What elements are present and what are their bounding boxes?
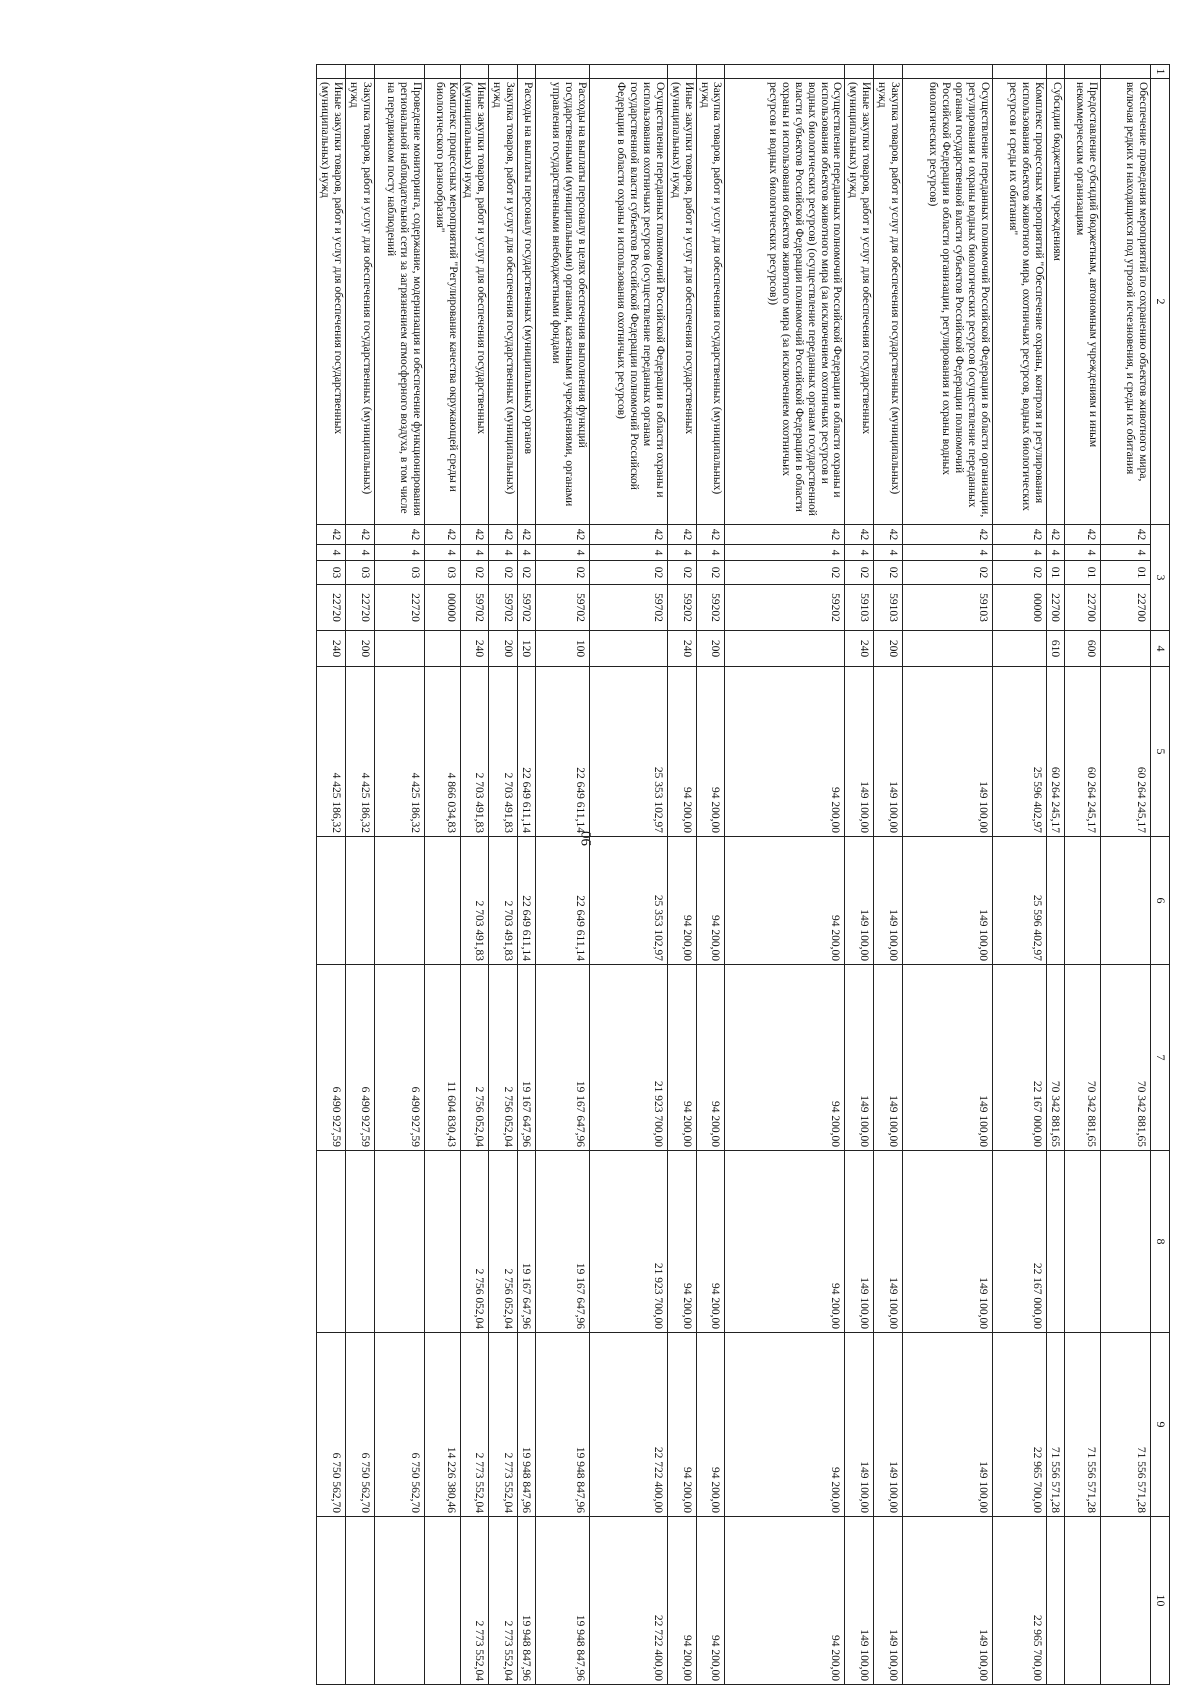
code-direction: 00000 bbox=[424, 585, 460, 631]
code-subprogram: 4 bbox=[1101, 545, 1151, 561]
value-col-8 bbox=[424, 1151, 460, 1333]
value-col-9: 71 556 571,28 bbox=[1101, 1333, 1151, 1517]
row-number-cell bbox=[874, 65, 903, 79]
row-name: Обеспечение проведения мероприятий по сохранению объектов животного мира, включая редких и находящихся под угрозой исчезновения, и среды их обитания bbox=[1101, 79, 1151, 525]
expense-type bbox=[993, 631, 1047, 667]
value-col-6: 22 649 611,14 bbox=[518, 837, 536, 965]
code-direction: 22700 bbox=[1047, 585, 1065, 631]
value-col-5: 25 353 102,97 bbox=[590, 667, 668, 837]
row-number-cell bbox=[1065, 65, 1101, 79]
row-number-cell bbox=[696, 65, 725, 79]
row-number-cell bbox=[317, 65, 346, 79]
expense-type: 240 bbox=[317, 631, 346, 667]
value-col-7: 6 490 927,59 bbox=[374, 965, 424, 1151]
row-name: Расходы на выплаты персоналу в целях обеспечения выполнения функций государственными (муниципальными) органами, казенными учреждениями, органами управления государственными внебюджетными фондами bbox=[536, 79, 590, 525]
expense-type: 240 bbox=[668, 631, 697, 667]
table-row bbox=[668, 65, 697, 1685]
value-col-6: 94 200,00 bbox=[668, 837, 697, 965]
row-name: Субсидии бюджетным учреждениям bbox=[1047, 79, 1065, 525]
value-col-7: 149 100,00 bbox=[845, 965, 874, 1151]
value-col-8: 19 167 647,96 bbox=[536, 1151, 590, 1333]
value-col-8 bbox=[317, 1151, 346, 1333]
code-subprogram: 4 bbox=[903, 545, 993, 561]
code-section: 02 bbox=[590, 561, 668, 585]
row-number-cell bbox=[374, 65, 424, 79]
value-col-7: 70 342 881,65 bbox=[1101, 965, 1151, 1151]
table-row bbox=[518, 65, 536, 1685]
value-col-6: 149 100,00 bbox=[845, 837, 874, 965]
value-col-5: 22 649 611,14 bbox=[518, 667, 536, 837]
expense-type: 120 bbox=[518, 631, 536, 667]
code-subprogram: 4 bbox=[993, 545, 1047, 561]
code-subprogram: 4 bbox=[696, 545, 725, 561]
header-cell: 5 bbox=[1151, 667, 1170, 837]
expense-type: 200 bbox=[696, 631, 725, 667]
code-program: 42 bbox=[1065, 525, 1101, 545]
table-row bbox=[903, 65, 993, 1685]
header-cell: 6 bbox=[1151, 837, 1170, 965]
code-program: 42 bbox=[590, 525, 668, 545]
table-row bbox=[536, 65, 590, 1685]
header-cell: 7 bbox=[1151, 965, 1170, 1151]
row-name: Закупка товаров, работ и услуг для обеспечения государственных (муниципальных) нужд bbox=[696, 79, 725, 525]
header-cell: 4 bbox=[1151, 631, 1170, 667]
value-col-5: 25 596 402,97 bbox=[993, 667, 1047, 837]
row-number-cell bbox=[993, 65, 1047, 79]
table-row bbox=[590, 65, 668, 1685]
expense-type: 240 bbox=[460, 631, 489, 667]
value-col-6: 149 100,00 bbox=[874, 837, 903, 965]
code-direction: 22720 bbox=[374, 585, 424, 631]
row-name: Предоставление субсидий бюджетным, автономным учреждениям и иным некоммерческим организациям bbox=[1065, 79, 1101, 525]
code-section: 02 bbox=[696, 561, 725, 585]
value-col-9: 94 200,00 bbox=[725, 1333, 845, 1517]
row-name: Осуществление переданных полномочий Российской Федерации в области организации, регулирования и охраны водных биологических ресурсов (осуществление переданных органам государственной власти субъектов Российской Федерации полномочий Российской Федерации в области организации, регулирования и охраны водных биологических ресурсов) bbox=[903, 79, 993, 525]
value-col-7: 94 200,00 bbox=[668, 965, 697, 1151]
value-col-6 bbox=[345, 837, 374, 965]
value-col-5: 60 264 245,17 bbox=[1065, 667, 1101, 837]
header-cell: 9 bbox=[1151, 1333, 1170, 1517]
expense-type: 200 bbox=[345, 631, 374, 667]
code-section: 03 bbox=[424, 561, 460, 585]
code-subprogram: 4 bbox=[489, 545, 518, 561]
code-subprogram: 4 bbox=[1065, 545, 1101, 561]
value-col-9: 149 100,00 bbox=[903, 1333, 993, 1517]
value-col-10: 19 948 847,96 bbox=[518, 1517, 536, 1685]
row-name: Закупка товаров, работ и услуг для обеспечения государственных (муниципальных) нужд bbox=[874, 79, 903, 525]
value-col-10: 94 200,00 bbox=[725, 1517, 845, 1685]
value-col-9: 6 750 562,70 bbox=[345, 1333, 374, 1517]
code-direction: 59702 bbox=[590, 585, 668, 631]
value-col-7: 11 604 830,43 bbox=[424, 965, 460, 1151]
expense-type: 200 bbox=[489, 631, 518, 667]
code-direction: 59202 bbox=[696, 585, 725, 631]
table-row bbox=[460, 65, 489, 1685]
value-col-7: 6 490 927,59 bbox=[317, 965, 346, 1151]
row-number-cell bbox=[460, 65, 489, 79]
value-col-8: 2 756 052,04 bbox=[460, 1151, 489, 1333]
code-section: 01 bbox=[1101, 561, 1151, 585]
value-col-8 bbox=[345, 1151, 374, 1333]
value-col-8: 94 200,00 bbox=[725, 1151, 845, 1333]
row-name: Осуществление переданных полномочий Российской Федерации в области охраны и использования охотничьих ресурсов (осуществление переданных органам государственной власти субъектов Российской Федерации полномочий Российской Федерации в области охраны и использования охотничьих ресурсов) bbox=[590, 79, 668, 525]
code-direction: 22700 bbox=[1065, 585, 1101, 631]
code-program: 42 bbox=[668, 525, 697, 545]
value-col-9: 71 556 571,28 bbox=[1047, 1333, 1065, 1517]
row-name: Иные закупки товаров, работ и услуг для обеспечения государственных (муниципальных) нужд bbox=[317, 79, 346, 525]
value-col-10: 94 200,00 bbox=[696, 1517, 725, 1685]
value-col-5: 22 649 611,14 bbox=[536, 667, 590, 837]
value-col-6: 25 353 102,97 bbox=[590, 837, 668, 965]
code-direction: 59702 bbox=[536, 585, 590, 631]
value-col-9: 94 200,00 bbox=[696, 1333, 725, 1517]
value-col-10 bbox=[424, 1517, 460, 1685]
table-row bbox=[317, 65, 346, 1685]
value-col-5: 4 425 186,32 bbox=[374, 667, 424, 837]
value-col-6: 94 200,00 bbox=[725, 837, 845, 965]
code-section: 02 bbox=[489, 561, 518, 585]
value-col-6: 25 596 402,97 bbox=[993, 837, 1047, 965]
table-row bbox=[1047, 65, 1065, 1685]
table-row bbox=[725, 65, 845, 1685]
value-col-6: 22 649 611,14 bbox=[536, 837, 590, 965]
value-col-5: 4 425 186,32 bbox=[345, 667, 374, 837]
code-section: 02 bbox=[460, 561, 489, 585]
code-program: 42 bbox=[993, 525, 1047, 545]
code-subprogram: 4 bbox=[536, 545, 590, 561]
value-col-7: 19 167 647,96 bbox=[518, 965, 536, 1151]
code-program: 42 bbox=[518, 525, 536, 545]
value-col-9: 94 200,00 bbox=[668, 1333, 697, 1517]
value-col-7: 149 100,00 bbox=[874, 965, 903, 1151]
expense-type: 610 bbox=[1047, 631, 1065, 667]
row-number-cell bbox=[668, 65, 697, 79]
row-number-cell bbox=[725, 65, 845, 79]
code-direction: 59702 bbox=[489, 585, 518, 631]
value-col-9: 19 948 847,96 bbox=[518, 1333, 536, 1517]
value-col-9: 22 722 400,00 bbox=[590, 1333, 668, 1517]
header-cell: 2 bbox=[1151, 79, 1170, 525]
value-col-8: 149 100,00 bbox=[903, 1151, 993, 1333]
expense-type: 200 bbox=[874, 631, 903, 667]
value-col-10: 149 100,00 bbox=[903, 1517, 993, 1685]
value-col-10: 2 773 552,04 bbox=[460, 1517, 489, 1685]
code-subprogram: 4 bbox=[518, 545, 536, 561]
value-col-7: 6 490 927,59 bbox=[345, 965, 374, 1151]
row-number-cell bbox=[345, 65, 374, 79]
value-col-10: 149 100,00 bbox=[874, 1517, 903, 1685]
code-direction: 22720 bbox=[345, 585, 374, 631]
value-col-5: 94 200,00 bbox=[668, 667, 697, 837]
value-col-7: 19 167 647,96 bbox=[536, 965, 590, 1151]
row-name: Комплекс процессных мероприятий "Регулирование качества окружающей среды и биологического разнообразия" bbox=[424, 79, 460, 525]
code-section: 02 bbox=[874, 561, 903, 585]
code-subprogram: 4 bbox=[460, 545, 489, 561]
row-number-cell bbox=[1047, 65, 1065, 79]
value-col-5: 149 100,00 bbox=[903, 667, 993, 837]
value-col-5: 149 100,00 bbox=[845, 667, 874, 837]
code-program: 42 bbox=[424, 525, 460, 545]
value-col-6 bbox=[374, 837, 424, 965]
header-cell: 8 bbox=[1151, 1151, 1170, 1333]
code-direction: 59202 bbox=[668, 585, 697, 631]
value-col-7: 2 756 052,04 bbox=[489, 965, 518, 1151]
row-number-cell bbox=[536, 65, 590, 79]
value-col-10: 149 100,00 bbox=[845, 1517, 874, 1685]
value-col-5: 94 200,00 bbox=[696, 667, 725, 837]
value-col-8: 149 100,00 bbox=[874, 1151, 903, 1333]
row-number-cell bbox=[903, 65, 993, 79]
value-col-9: 2 773 552,04 bbox=[489, 1333, 518, 1517]
value-col-6: 2 703 491,83 bbox=[460, 837, 489, 965]
value-col-10 bbox=[345, 1517, 374, 1685]
value-col-8 bbox=[1101, 1151, 1151, 1333]
value-col-10: 2 773 552,04 bbox=[489, 1517, 518, 1685]
expense-type bbox=[424, 631, 460, 667]
value-col-10: 22 722 400,00 bbox=[590, 1517, 668, 1685]
value-col-9: 14 226 380,46 bbox=[424, 1333, 460, 1517]
code-section: 02 bbox=[668, 561, 697, 585]
value-col-10: 22 965 700,00 bbox=[993, 1517, 1047, 1685]
code-subprogram: 4 bbox=[345, 545, 374, 561]
value-col-6: 149 100,00 bbox=[903, 837, 993, 965]
code-program: 42 bbox=[536, 525, 590, 545]
code-section: 02 bbox=[518, 561, 536, 585]
row-number-cell bbox=[590, 65, 668, 79]
value-col-5: 60 264 245,17 bbox=[1101, 667, 1151, 837]
header-cell: 3 bbox=[1151, 525, 1170, 631]
value-col-5: 2 703 491,83 bbox=[489, 667, 518, 837]
value-col-9: 22 965 700,00 bbox=[993, 1333, 1047, 1517]
value-col-6 bbox=[317, 837, 346, 965]
table-row bbox=[1101, 65, 1151, 1685]
code-section: 01 bbox=[1065, 561, 1101, 585]
table-row bbox=[1065, 65, 1101, 1685]
value-col-7: 149 100,00 bbox=[903, 965, 993, 1151]
value-col-6 bbox=[424, 837, 460, 965]
code-program: 42 bbox=[489, 525, 518, 545]
value-col-7: 94 200,00 bbox=[696, 965, 725, 1151]
code-subprogram: 4 bbox=[317, 545, 346, 561]
table-row bbox=[874, 65, 903, 1685]
table-row bbox=[696, 65, 725, 1685]
code-direction: 59702 bbox=[518, 585, 536, 631]
value-col-8: 94 200,00 bbox=[668, 1151, 697, 1333]
value-col-8: 22 167 000,00 bbox=[993, 1151, 1047, 1333]
value-col-5: 60 264 245,17 bbox=[1047, 667, 1065, 837]
header-row bbox=[1151, 65, 1170, 1685]
value-col-9: 71 556 571,28 bbox=[1065, 1333, 1101, 1517]
code-section: 01 bbox=[1047, 561, 1065, 585]
row-name: Закупка товаров, работ и услуг для обеспечения государственных (муниципальных) нужд bbox=[345, 79, 374, 525]
value-col-7: 70 342 881,65 bbox=[1047, 965, 1065, 1151]
code-section: 02 bbox=[845, 561, 874, 585]
code-direction: 00000 bbox=[993, 585, 1047, 631]
expense-type: 100 bbox=[536, 631, 590, 667]
code-direction: 59103 bbox=[874, 585, 903, 631]
value-col-6: 94 200,00 bbox=[696, 837, 725, 965]
code-direction: 22720 bbox=[317, 585, 346, 631]
code-program: 42 bbox=[1047, 525, 1065, 545]
code-subprogram: 4 bbox=[845, 545, 874, 561]
code-direction: 59103 bbox=[903, 585, 993, 631]
row-name: Расходы на выплаты персоналу государственных (муниципальных) органов bbox=[518, 79, 536, 525]
value-col-8: 94 200,00 bbox=[696, 1151, 725, 1333]
value-col-8 bbox=[374, 1151, 424, 1333]
code-direction: 59202 bbox=[725, 585, 845, 631]
row-name: Осуществление переданных полномочий Российской Федерации в области охраны и использования объектов животного мира (за исключением охотничьих ресурсов и водных биологических ресурсов) (осуществление переданных органам государственной власти субъектов Российской Федерации полномочий Российской Федерации в области охраны и использования объектов животного мира (за исключением охотничьих ресурсов и водных биологических ресурсов)) bbox=[725, 79, 845, 525]
value-col-10 bbox=[374, 1517, 424, 1685]
budget-table-rotated bbox=[84, 64, 1170, 1684]
row-number-cell bbox=[489, 65, 518, 79]
value-col-9: 6 750 562,70 bbox=[374, 1333, 424, 1517]
code-section: 02 bbox=[903, 561, 993, 585]
value-col-8: 149 100,00 bbox=[845, 1151, 874, 1333]
code-section: 03 bbox=[345, 561, 374, 585]
code-program: 42 bbox=[345, 525, 374, 545]
value-col-10: 19 948 847,96 bbox=[536, 1517, 590, 1685]
row-name: Проведение мониторинга, содержание, модернизация и обеспечение функционирования региональной наблюдательной сети за загрязнением атмосферного воздуха, в том числе на передвижном посту наблюдений bbox=[374, 79, 424, 525]
code-direction: 22700 bbox=[1101, 585, 1151, 631]
code-subprogram: 4 bbox=[874, 545, 903, 561]
code-section: 03 bbox=[317, 561, 346, 585]
value-col-9: 2 773 552,04 bbox=[460, 1333, 489, 1517]
header-cell: 10 bbox=[1151, 1517, 1170, 1685]
row-name: Закупка товаров, работ и услуг для обеспечения государственных (муниципальных) нужд bbox=[489, 79, 518, 525]
table-row bbox=[489, 65, 518, 1685]
code-program: 42 bbox=[874, 525, 903, 545]
value-col-5: 4 866 034,83 bbox=[424, 667, 460, 837]
value-col-8: 21 923 700,00 bbox=[590, 1151, 668, 1333]
value-col-5: 4 425 186,32 bbox=[317, 667, 346, 837]
value-col-10 bbox=[1047, 1517, 1065, 1685]
table-row bbox=[374, 65, 424, 1685]
expense-type bbox=[590, 631, 668, 667]
value-col-7: 21 923 700,00 bbox=[590, 965, 668, 1151]
value-col-7: 2 756 052,04 bbox=[460, 965, 489, 1151]
table-row bbox=[345, 65, 374, 1685]
code-subprogram: 4 bbox=[1047, 545, 1065, 561]
row-number-cell bbox=[424, 65, 460, 79]
code-direction: 59702 bbox=[460, 585, 489, 631]
value-col-10 bbox=[317, 1517, 346, 1685]
expense-type: 240 bbox=[845, 631, 874, 667]
value-col-10 bbox=[1065, 1517, 1101, 1685]
code-subprogram: 4 bbox=[590, 545, 668, 561]
table-row bbox=[845, 65, 874, 1685]
row-name: Иные закупки товаров, работ и услуг для обеспечения государственных (муниципальных) нужд bbox=[845, 79, 874, 525]
code-program: 42 bbox=[460, 525, 489, 545]
code-direction: 59103 bbox=[845, 585, 874, 631]
row-number-cell bbox=[518, 65, 536, 79]
expense-type bbox=[725, 631, 845, 667]
row-number-cell bbox=[1101, 65, 1151, 79]
table-row bbox=[424, 65, 460, 1685]
row-name: Иные закупки товаров, работ и услуг для обеспечения государственных (муниципальных) нужд bbox=[460, 79, 489, 525]
expense-type bbox=[903, 631, 993, 667]
page-number: 90 bbox=[579, 831, 595, 846]
code-subprogram: 4 bbox=[374, 545, 424, 561]
code-program: 42 bbox=[1101, 525, 1151, 545]
value-col-8 bbox=[1047, 1151, 1065, 1333]
value-col-6 bbox=[1065, 837, 1101, 965]
value-col-7: 70 342 881,65 bbox=[1065, 965, 1101, 1151]
expense-type bbox=[374, 631, 424, 667]
row-name: Комплекс процессных мероприятий "Обеспечение охраны, контроля и регулирования использования объектов животного мира, охотничьих ресурсов, водных биологических ресурсов и среды их обитания" bbox=[993, 79, 1047, 525]
value-col-8 bbox=[1065, 1151, 1101, 1333]
code-program: 42 bbox=[725, 525, 845, 545]
value-col-6 bbox=[1047, 837, 1065, 965]
value-col-10 bbox=[1101, 1517, 1151, 1685]
value-col-6 bbox=[1101, 837, 1151, 965]
code-program: 42 bbox=[903, 525, 993, 545]
code-section: 03 bbox=[374, 561, 424, 585]
code-program: 42 bbox=[696, 525, 725, 545]
budget-table bbox=[316, 64, 1170, 1685]
code-subprogram: 4 bbox=[424, 545, 460, 561]
value-col-8: 2 756 052,04 bbox=[489, 1151, 518, 1333]
code-program: 42 bbox=[845, 525, 874, 545]
header-cell: 1 bbox=[1151, 65, 1170, 79]
code-section: 02 bbox=[725, 561, 845, 585]
value-col-9: 149 100,00 bbox=[874, 1333, 903, 1517]
expense-type: 600 bbox=[1065, 631, 1101, 667]
expense-type bbox=[1101, 631, 1151, 667]
value-col-10: 94 200,00 bbox=[668, 1517, 697, 1685]
row-name: Иные закупки товаров, работ и услуг для обеспечения государственных (муниципальных) нужд bbox=[668, 79, 697, 525]
row-number-cell bbox=[845, 65, 874, 79]
value-col-8: 19 167 647,96 bbox=[518, 1151, 536, 1333]
value-col-5: 94 200,00 bbox=[725, 667, 845, 837]
code-section: 02 bbox=[536, 561, 590, 585]
value-col-5: 2 703 491,83 bbox=[460, 667, 489, 837]
code-program: 42 bbox=[317, 525, 346, 545]
code-program: 42 bbox=[374, 525, 424, 545]
value-col-6: 2 703 491,83 bbox=[489, 837, 518, 965]
value-col-9: 149 100,00 bbox=[845, 1333, 874, 1517]
value-col-7: 22 167 000,00 bbox=[993, 965, 1047, 1151]
value-col-9: 19 948 847,96 bbox=[536, 1333, 590, 1517]
code-section: 02 bbox=[993, 561, 1047, 585]
value-col-9: 6 750 562,70 bbox=[317, 1333, 346, 1517]
value-col-7: 94 200,00 bbox=[725, 965, 845, 1151]
value-col-5: 149 100,00 bbox=[874, 667, 903, 837]
table-row bbox=[993, 65, 1047, 1685]
code-subprogram: 4 bbox=[725, 545, 845, 561]
code-subprogram: 4 bbox=[668, 545, 697, 561]
